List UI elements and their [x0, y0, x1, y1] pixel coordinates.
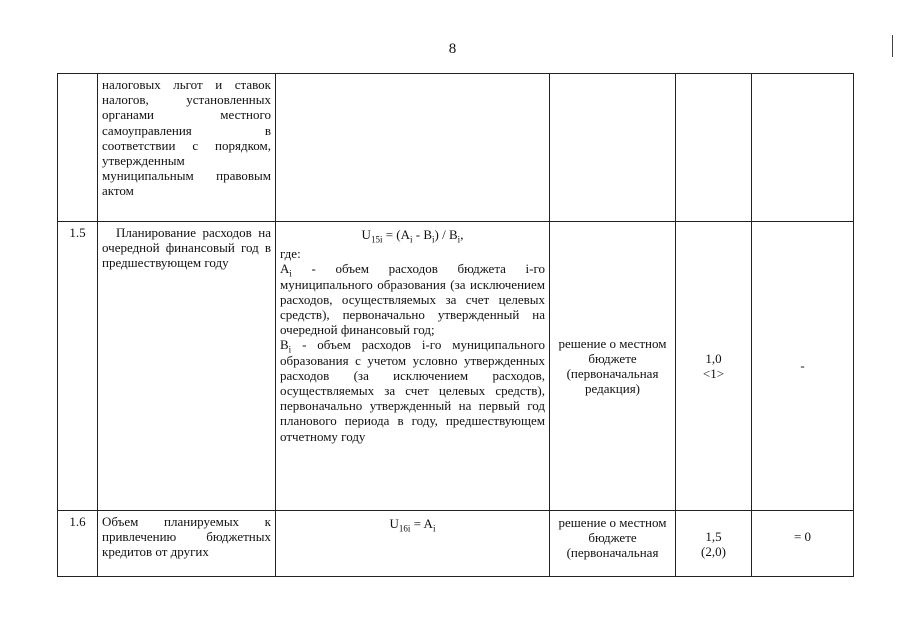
table-row [58, 74, 854, 222]
indicator-cell: Объем планируемых к привлечению бюджетных кредитов от других [98, 511, 276, 577]
formula-cell [276, 511, 550, 577]
indicator-cell [98, 222, 276, 511]
indicators-table [57, 73, 854, 577]
target-cell: - [752, 222, 854, 511]
formula: $U_{15i} = (A_i - B_i) / B_i$, [361, 227, 464, 245]
indicator-cell: налоговых льгот и ставок налогов, установленных органами местного самоуправления в соответствии с порядком, утвержденным муниципальным правовым актом [98, 74, 276, 222]
margin-mark [892, 35, 893, 57]
weight-cell: 1,5 (2,0) [676, 511, 752, 577]
indicator-text: Планирование расходов на очередной финансовый год в предшествующем году [102, 225, 271, 271]
table-row [58, 511, 854, 577]
source-cell: решение о местном бюджете (первоначальная [550, 511, 676, 577]
row-number-cell: 1.5 [58, 222, 98, 511]
where-label: где: [280, 246, 301, 262]
formula-cell [276, 222, 550, 511]
source-cell: решение о местном бюджете (первоначальная редакция) [550, 222, 676, 511]
target-cell: = 0 [752, 511, 854, 577]
row-number-cell [58, 74, 98, 222]
formula: $U_{16i} = A_i$ [389, 516, 436, 534]
row-number-cell: 1.6 [58, 511, 98, 577]
definition-a: $A_i$ - объем расходов бюджета i-го муниципального образования (за исключением расходов, осуществляемых за счет целевых средств), первоначально утвержденный на очередной финансовый год; [280, 261, 545, 338]
formula-cell [276, 74, 550, 222]
table-row [58, 222, 854, 511]
weight-cell: 1,0 <1> [676, 222, 752, 511]
definition-b: $B_i$ - объем расходов i-го муниципального образования с учетом условно утвержденных расходов (за исключением расходов, осуществляемых за счет целевых средств), первоначально утвержденный на первый год планового периода в году, предшествующем отчетному году [280, 337, 545, 444]
target-cell [752, 74, 854, 222]
source-cell [550, 74, 676, 222]
weight-cell [676, 74, 752, 222]
page-number: 8 [448, 41, 457, 57]
